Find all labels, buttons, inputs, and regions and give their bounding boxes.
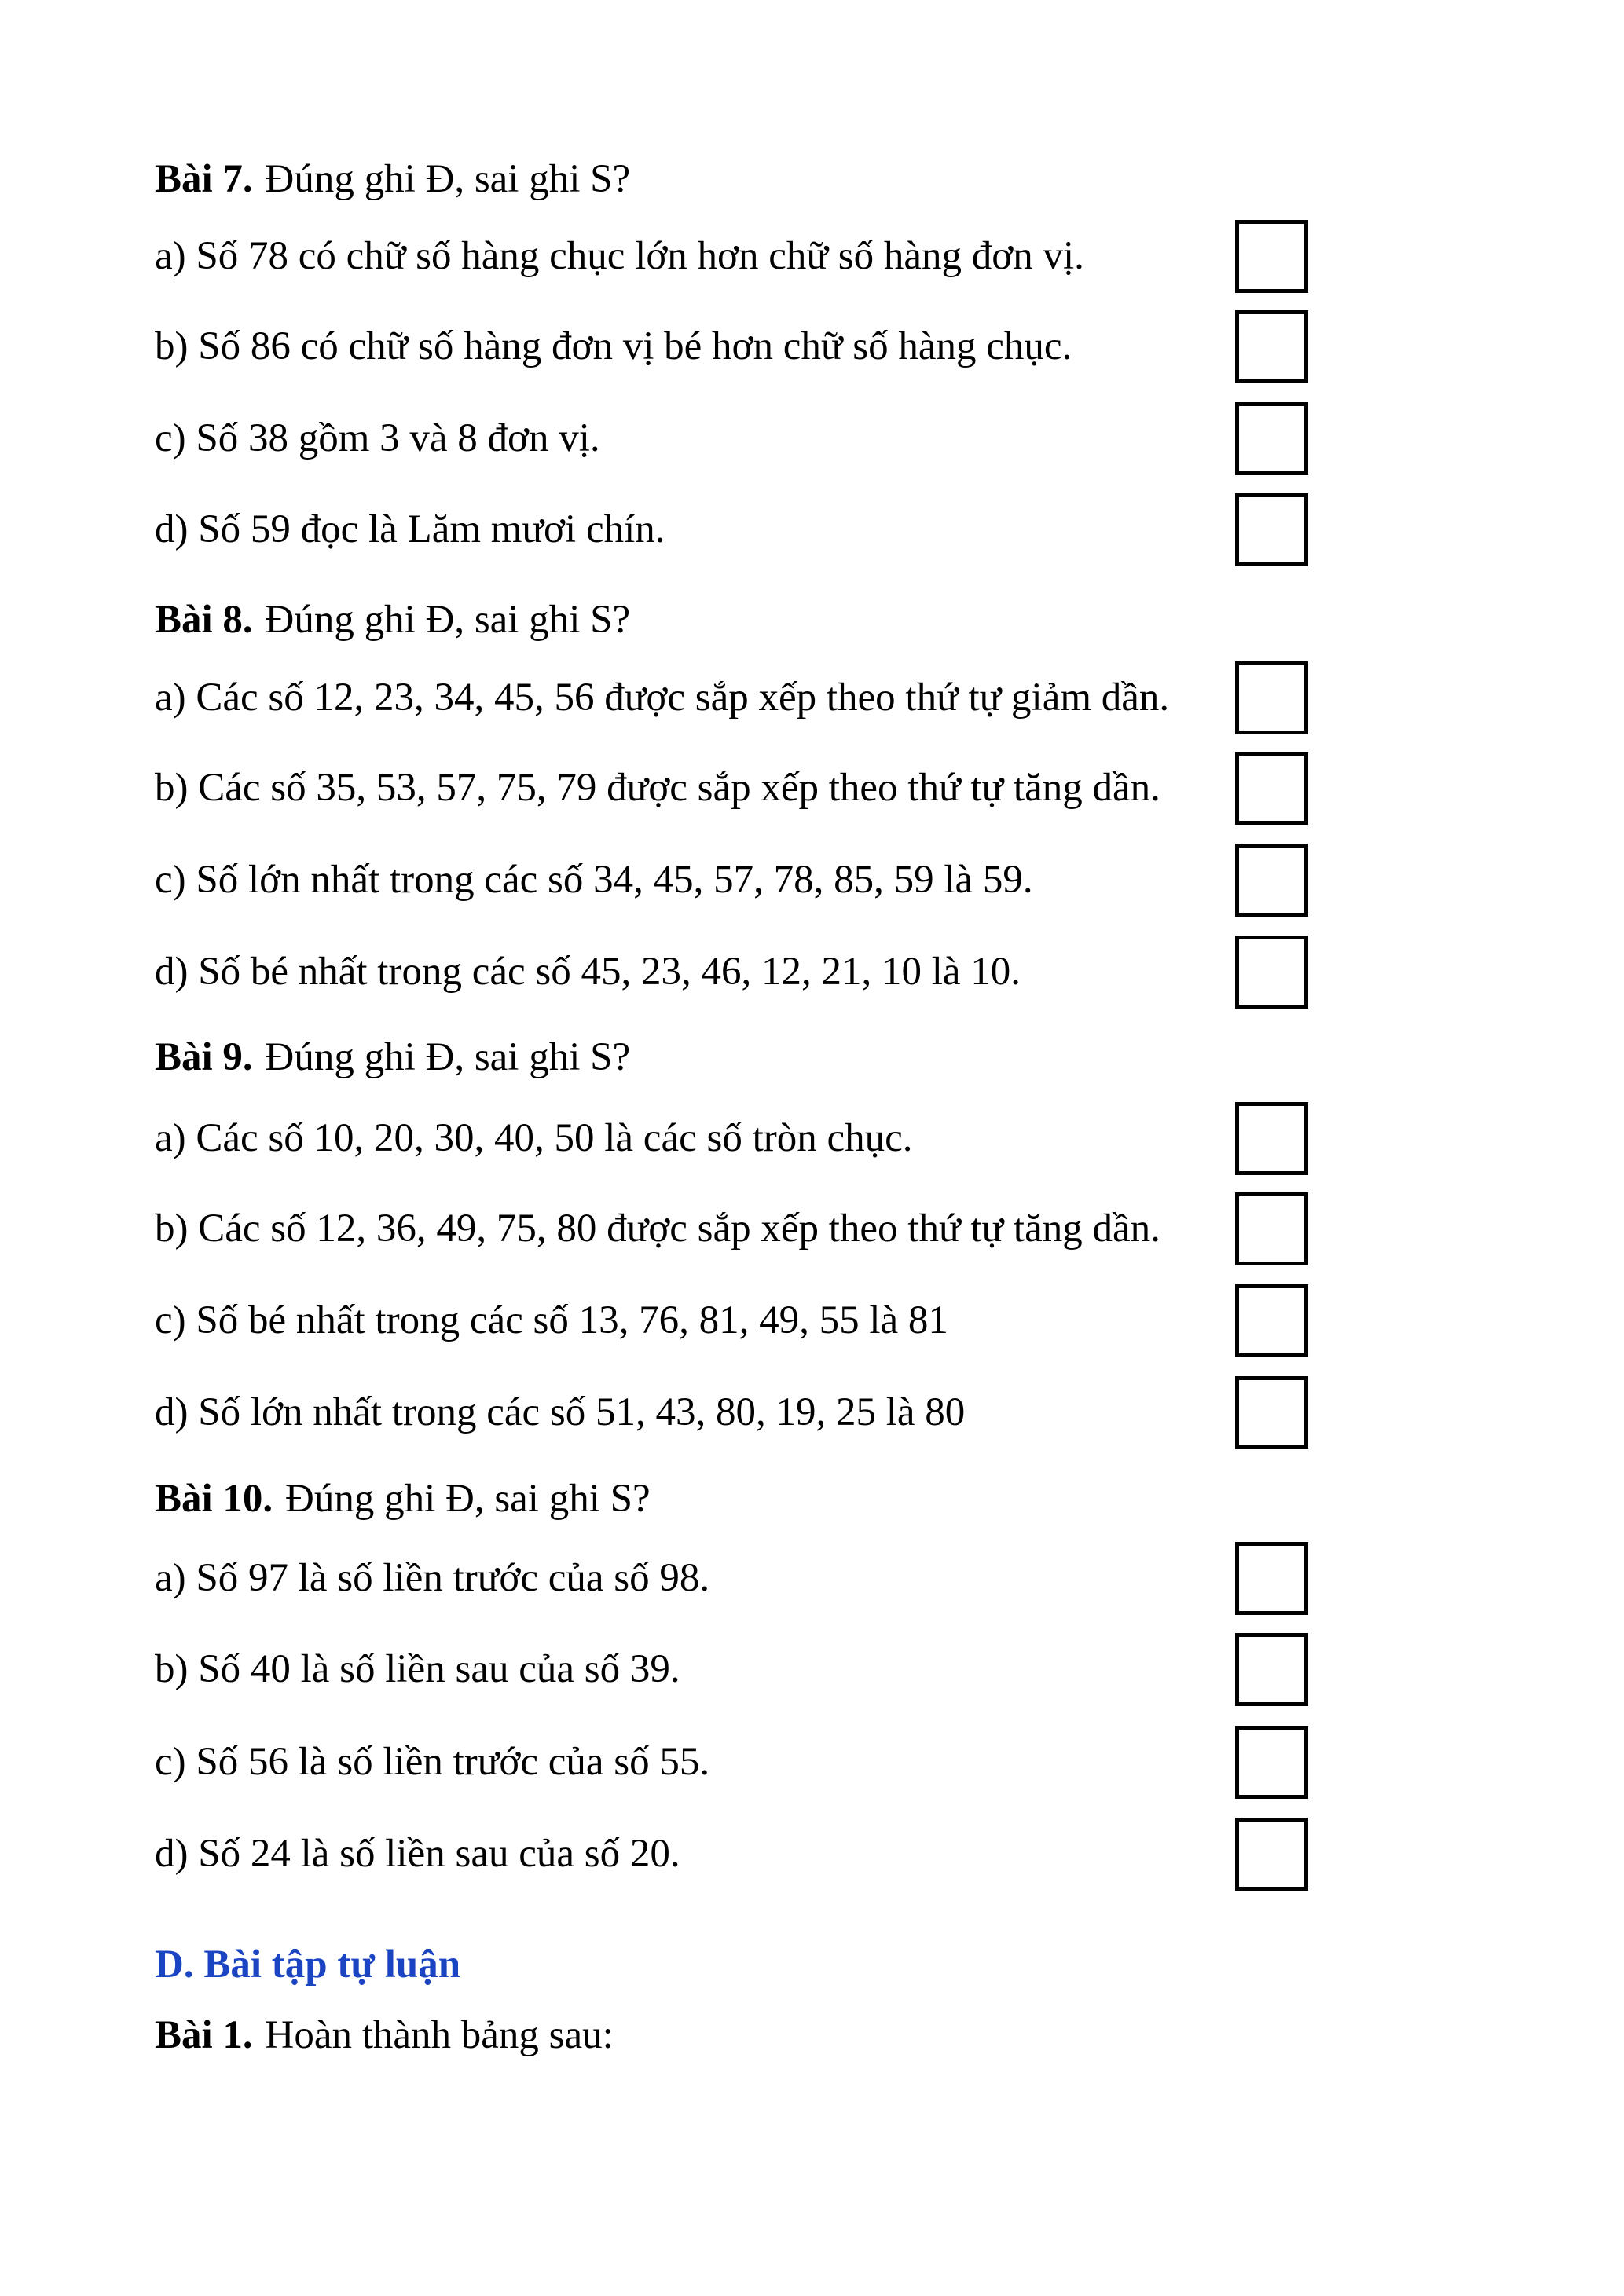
- exercise-7-number: Bài 7.: [155, 157, 253, 201]
- exercise-d1-heading: [155, 2011, 614, 2060]
- question-10a: a) Số 97 là số liền trước của số 98.: [155, 1556, 710, 1600]
- question-8d: d) Số bé nhất trong các số 45, 23, 46, 12, 21, 10 là 10.: [155, 950, 1021, 994]
- section-d-heading: D. Bài tập tự luận: [155, 1943, 461, 1987]
- question-9c: c) Số bé nhất trong các số 13, 76, 81, 49, 55 là 81: [155, 1298, 948, 1342]
- answer-checkbox-7d[interactable]: [1235, 493, 1308, 566]
- answer-checkbox-8c[interactable]: [1235, 844, 1308, 917]
- exercise-9-heading: [155, 1033, 630, 1082]
- exercise-8-title: Đúng ghi Đ, sai ghi S?: [265, 598, 631, 642]
- question-9b: b) Các số 12, 36, 49, 75, 80 được sắp xếp theo thứ tự tăng dần.: [155, 1207, 1160, 1251]
- question-7b: b) Số 86 có chữ số hàng đơn vị bé hơn chữ số hàng chục.: [155, 324, 1072, 368]
- answer-checkbox-9c[interactable]: [1235, 1284, 1308, 1357]
- exercise-d1-number: Bài 1.: [155, 2013, 253, 2057]
- question-7d: d) Số 59 đọc là Lăm mươi chín.: [155, 507, 665, 551]
- exercise-8-heading: [155, 595, 630, 644]
- question-9a: a) Các số 10, 20, 30, 40, 50 là các số tròn chục.: [155, 1116, 913, 1160]
- question-8c: c) Số lớn nhất trong các số 34, 45, 57, 78, 85, 59 là 59.: [155, 858, 1033, 902]
- answer-checkbox-8a[interactable]: [1235, 661, 1308, 734]
- exercise-d1-title: Hoàn thành bảng sau:: [265, 2013, 614, 2057]
- answer-checkbox-7b[interactable]: [1235, 310, 1308, 383]
- question-10d: d) Số 24 là số liền sau của số 20.: [155, 1832, 680, 1876]
- question-10b: b) Số 40 là số liền sau của số 39.: [155, 1647, 680, 1691]
- question-8b: b) Các số 35, 53, 57, 75, 79 được sắp xếp theo thứ tự tăng dần.: [155, 766, 1160, 810]
- answer-checkbox-10b[interactable]: [1235, 1633, 1308, 1706]
- answer-checkbox-9d[interactable]: [1235, 1376, 1308, 1449]
- answer-checkbox-9b[interactable]: [1235, 1192, 1308, 1265]
- exercise-7-title: Đúng ghi Đ, sai ghi S?: [265, 157, 631, 201]
- answer-checkbox-10c[interactable]: [1235, 1726, 1308, 1799]
- answer-checkbox-8d[interactable]: [1235, 936, 1308, 1009]
- exercise-10-title: Đúng ghi Đ, sai ghi S?: [284, 1477, 651, 1521]
- answer-checkbox-10d[interactable]: [1235, 1818, 1308, 1891]
- question-7a: a) Số 78 có chữ số hàng chục lớn hơn chữ số hàng đơn vị.: [155, 234, 1084, 278]
- question-9d: d) Số lớn nhất trong các số 51, 43, 80, 19, 25 là 80: [155, 1390, 966, 1434]
- answer-checkbox-9a[interactable]: [1235, 1102, 1308, 1175]
- exercise-8-number: Bài 8.: [155, 598, 253, 642]
- exercise-9-title: Đúng ghi Đ, sai ghi S?: [265, 1035, 631, 1079]
- answer-checkbox-7c[interactable]: [1235, 402, 1308, 475]
- exercise-7-heading: [155, 155, 630, 203]
- answer-checkbox-7a[interactable]: [1235, 220, 1308, 293]
- exercise-10-heading: [155, 1474, 651, 1523]
- question-7c: c) Số 38 gồm 3 và 8 đơn vị.: [155, 416, 600, 460]
- exercise-10-number: Bài 10.: [155, 1477, 273, 1521]
- exercise-9-number: Bài 9.: [155, 1035, 253, 1079]
- answer-checkbox-8b[interactable]: [1235, 752, 1308, 825]
- question-10c: c) Số 56 là số liền trước của số 55.: [155, 1740, 710, 1784]
- answer-checkbox-10a[interactable]: [1235, 1542, 1308, 1615]
- question-8a: a) Các số 12, 23, 34, 45, 56 được sắp xếp theo thứ tự giảm dần.: [155, 676, 1170, 720]
